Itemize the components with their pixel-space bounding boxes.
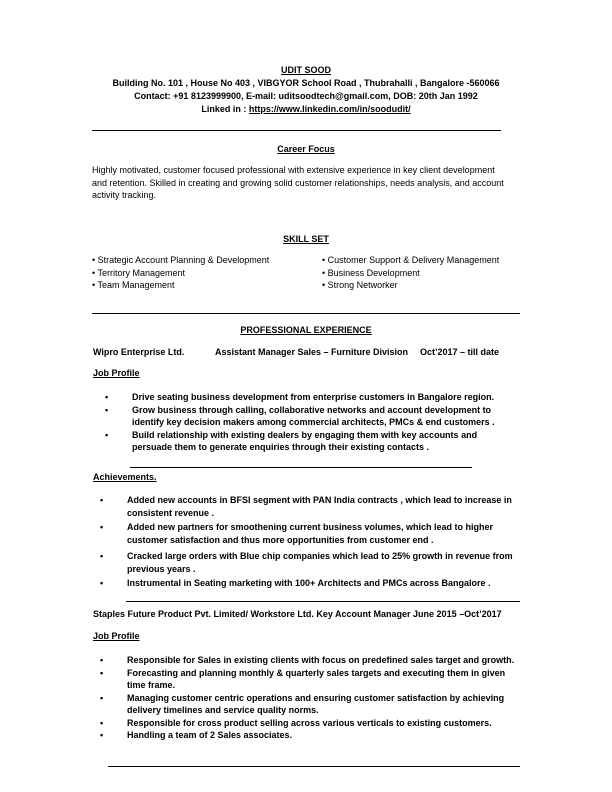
list-item: • Drive seating business development from enterprise customers in Bangalore region. [132, 391, 512, 404]
job1-dates: Oct’2017 – till date [420, 347, 500, 357]
address: Building No. 101 , House No 403 , VIBGYOR School Road , Thubrahalli , Bangalore -560066 [112, 78, 500, 88]
linkedin-line [0, 104, 612, 114]
linkedin-label: Linked in : [201, 104, 249, 114]
job1-profile-heading: Job Profile [93, 368, 140, 378]
skill-item: • Customer Support & Delivery Management [322, 255, 500, 265]
skill-item: • Business Development [322, 267, 420, 278]
list-item: • Handling a team of 2 Sales associates. [127, 729, 517, 742]
job1-profile-list [132, 391, 512, 454]
skills-right [322, 254, 499, 292]
job1-company: Wipro Enterprise Ltd. [93, 347, 185, 357]
skill-item: • Strategic Account Planning & Development [92, 255, 270, 265]
job2-profile-heading: Job Profile [93, 631, 140, 641]
contact-line: Contact: +91 8123999900, E-mail: uditsoodtech@gmail.com, DOB: 20th Jan 1992 [134, 91, 478, 101]
skills-left [92, 254, 269, 292]
divider [126, 601, 520, 602]
list-item: • Added new accounts in BFSI segment with PAN India contracts , which lead to increase in consistent revenue . [127, 494, 517, 519]
skill-item: • Team Management [92, 280, 175, 290]
list-item: • Added new partners for smoothening current business volumes, which lead to higher customer satisfaction and thus more opportunities from customer end . [127, 521, 517, 546]
list-item: • Responsible for Sales in existing clients with focus on predefined sales target and growth. [127, 654, 517, 667]
career-focus-text: Highly motivated, customer focused professional with extensive experience in key client development and retention. Skilled in creating and growing solid customer relationships, needs analysis, and account activity tracking. [92, 165, 504, 200]
list-item: • Grow business through calling, collaborative networks and account development to identify key decision makers among commercial architects, PMCs & end customers . [132, 404, 512, 429]
skill-set-heading: SKILL SET [283, 234, 329, 244]
list-item: • Cracked large orders with Blue chip companies which lead to 25% growth in revenue from previous years . [127, 550, 517, 575]
list-item: • Responsible for cross product selling across various verticals to existing customers. [127, 717, 517, 730]
name-heading: UDIT SOOD [280, 65, 331, 75]
job2-heading: Staples Future Product Pvt. Limited/ Workstore Ltd. Key Account Manager June 2015 –Oct’2017 [93, 609, 502, 619]
divider [130, 467, 472, 468]
achievements-heading: Achievements. [93, 472, 157, 482]
linkedin-link[interactable]: https://www.linkedin.com/in/soodudit/ [248, 104, 411, 114]
job1-role: Assistant Manager Sales – Furniture Division [215, 347, 409, 357]
achievements-list [127, 494, 517, 590]
career-focus-heading: Career Focus [277, 144, 335, 154]
list-item: • Managing customer centric operations and ensuring customer satisfaction by achieving delivery timelines and service quality norms. [127, 692, 517, 717]
list-item: • Instrumental in Seating marketing with 100+ Architects and PMCs across Bangalore . [127, 577, 517, 590]
list-item: • Build relationship with existing dealers by engaging them with key accounts and persuade them to generate enquiries through their existing contacts . [132, 429, 512, 454]
skill-item: • Territory Management [92, 267, 186, 278]
divider [92, 313, 520, 314]
experience-heading: PROFESSIONAL EXPERIENCE [240, 325, 372, 335]
divider [108, 766, 520, 767]
list-item: • Forecasting and planning monthly & quarterly sales targets and executing them in given time frame. [127, 667, 517, 692]
divider [92, 130, 501, 131]
job2-profile-list [127, 654, 517, 742]
skill-item: • Strong Networker [322, 280, 398, 290]
